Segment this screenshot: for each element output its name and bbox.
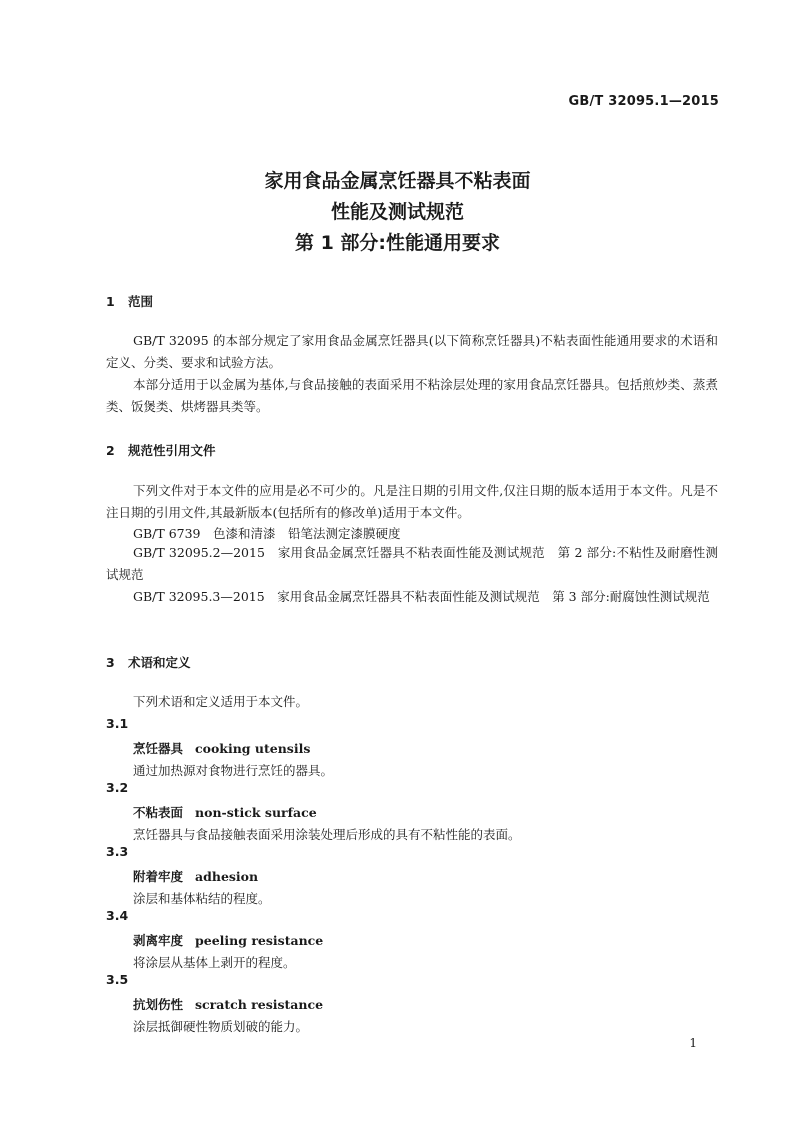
term-entry	[133, 739, 310, 757]
term-definition: 通过加热源对食物进行烹饪的器具。	[133, 763, 334, 778]
term-definition: 涂层抵御硬性物质划破的能力。	[133, 1019, 309, 1034]
term-chinese: 附着牢度	[133, 869, 184, 884]
title-line-2: 性能及测试规范	[330, 201, 464, 223]
section-3-intro: 下列术语和定义适用于本文件。	[133, 694, 309, 709]
reference-2: GB/T 32095.2—2015 家用食品金属烹饪器具不粘表面性能及测试规范 第 2 部分:不粘性及耐磨性测试规范	[106, 545, 718, 582]
standard-code: GB/T 32095.1—2015	[568, 94, 719, 109]
section-1-number: 1	[106, 294, 115, 309]
clause-number: 3.5	[106, 972, 129, 987]
section-1-title: 范围	[128, 294, 154, 309]
section-2-number: 2	[106, 443, 115, 458]
term-english: scratch resistance	[195, 997, 324, 1012]
term-chinese: 抗划伤性	[133, 997, 184, 1012]
section-2-heading	[106, 441, 216, 459]
section-2-paragraph-1: 下列文件对于本文件的应用是必不可少的。凡是注日期的引用文件,仅注日期的版本适用于本文件。凡是不注日期的引用文件,其最新版本(包括所有的修改单)适用于本文件。	[106, 483, 718, 520]
section-3-number: 3	[106, 655, 115, 670]
section-3-heading	[106, 653, 191, 671]
term-definition: 涂层和基体粘结的程度。	[133, 891, 271, 906]
term-english: adhesion	[195, 869, 259, 884]
clause-number: 3.3	[106, 844, 129, 859]
term-entry	[133, 867, 258, 885]
section-2-title: 规范性引用文件	[128, 443, 216, 458]
term-definition: 将涂层从基体上剥开的程度。	[133, 955, 296, 970]
reference-1: GB/T 6739 色漆和清漆 铅笔法测定漆膜硬度	[133, 526, 401, 541]
title-line-3: 第 1 部分:性能通用要求	[294, 232, 501, 254]
term-english: non-stick surface	[195, 805, 317, 820]
term-chinese: 烹饪器具	[133, 741, 184, 756]
page-number: 1	[689, 1036, 697, 1050]
term-english: cooking utensils	[195, 741, 311, 756]
term-entry	[133, 931, 323, 949]
term-definition: 烹饪器具与食品接触表面采用涂装处理后形成的具有不粘性能的表面。	[133, 827, 521, 842]
term-chinese: 不粘表面	[133, 805, 184, 820]
section-1-heading	[106, 292, 153, 310]
section-1-paragraph-2: 本部分适用于以金属为基体,与食品接触的表面采用不粘涂层处理的家用食品烹饪器具。包括煎炒类、蒸煮类、饭煲类、烘烤器具类等。	[106, 377, 718, 414]
term-entry	[133, 995, 323, 1013]
clause-number: 3.1	[106, 716, 129, 731]
title-line-1: 家用食品金属烹饪器具不粘表面	[264, 170, 531, 192]
section-1-paragraph-1: GB/T 32095 的本部分规定了家用食品金属烹饪器具(以下简称烹饪器具)不粘表面性能通用要求的术语和定义、分类、要求和试验方法。	[106, 333, 718, 370]
term-english: peeling resistance	[195, 933, 324, 948]
clause-number: 3.2	[106, 780, 129, 795]
reference-3: GB/T 32095.3—2015 家用食品金属烹饪器具不粘表面性能及测试规范 第 3 部分:耐腐蚀性测试规范	[133, 589, 710, 604]
section-3-title: 术语和定义	[128, 655, 191, 670]
term-chinese: 剥离牢度	[133, 933, 184, 948]
clause-number: 3.4	[106, 908, 129, 923]
term-entry	[133, 803, 317, 821]
